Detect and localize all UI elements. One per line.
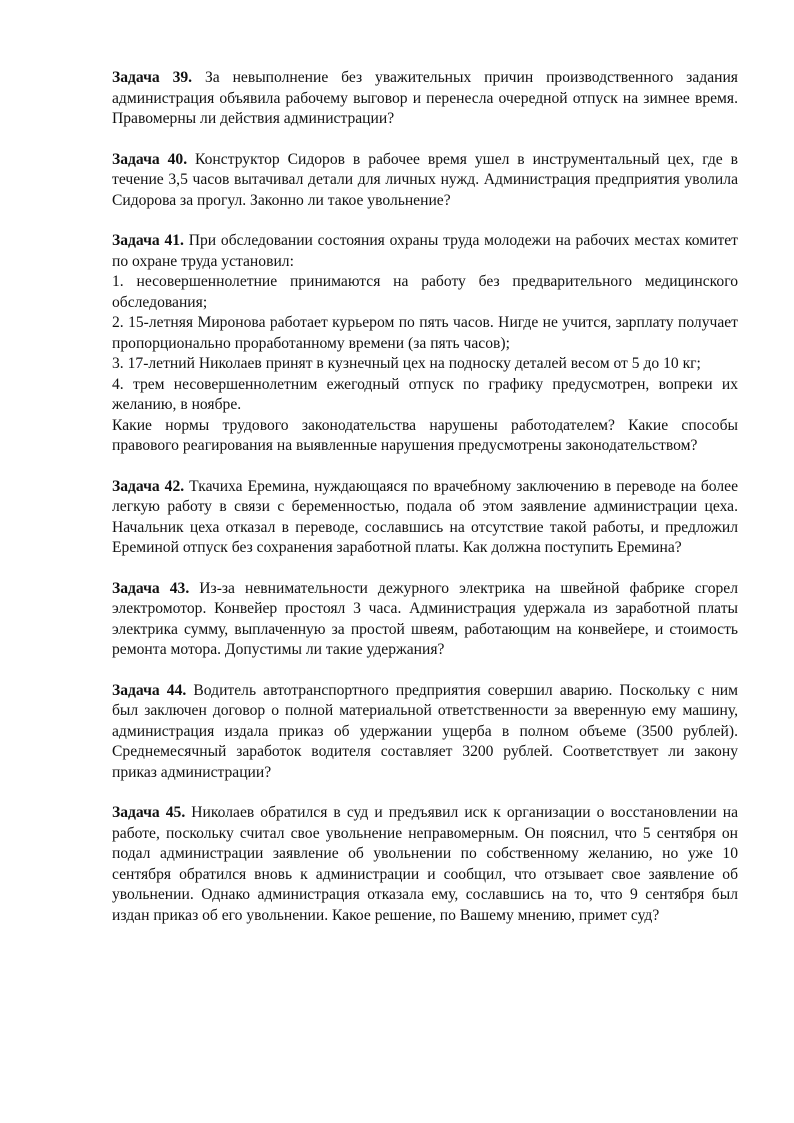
task-text: Водитель автотранспортного предприятия совершил аварию. Поскольку с ним был заключен договор о полной материальной ответственности за вверенную ему машину, администрация издала приказ об удержании ущерба в полном объеме (3500 рублей). Среднемесячный заработок водителя составляет 3200 рублей. Соответствует ли закону приказ администрации? — [112, 681, 738, 781]
task-text: Из-за невнимательности дежурного электрика на швейной фабрике сгорел электромотор. Конвейер простоял 3 часа. Администрация удержала из заработной платы электрика сумму, выплаченную за простой швеям, работающим на конвейере, и стоимость ремонта мотора. Допустимы ли такие удержания? — [112, 579, 738, 658]
list-item: 2. 15-летняя Миронова работает курьером по пять часов. Нигде не учится, зарплату получает пропорционально проработанному времени (за пять часов); — [112, 314, 738, 352]
task-paragraph — [112, 803, 738, 926]
task-text: Конструктор Сидоров в рабочее время ушел в инструментальный цех, где в течение 3,5 часов вытачивал детали для личных нужд. Администрация предприятия уволила Сидорова за прогул. Законно ли такое увольнение? — [112, 150, 738, 209]
task-label: Задача 41. — [112, 232, 184, 249]
task-question: Какие нормы трудового законодательства нарушены работодателем? Какие способы правового реагирования на выявленные нарушения предусмотрены законодательством? — [112, 416, 738, 454]
task-text: Николаев обратился в суд и предъявил иск к организации о восстановлении на работе, поскольку считал свое увольнение неправомерным. Он пояснил, что 5 сентября он подал администрации заявление об увольнении по собственному желанию, но уже 10 сентября обратился вновь к администрации и сообщил, что отзывает свое заявление об увольнении. Однако администрация отказала ему, сославшись на то, что 9 сентября был издан приказ об его увольнении. Какое решение, по Вашему мнению, примет суд? — [112, 804, 739, 924]
task-text: За невыполнение без уважительных причин производственного задания администрация объявила рабочему выговор и перенесла очередной отпуск на зимнее время. Правомерны ли действия администрации? — [112, 69, 738, 127]
list-item: 1. несовершеннолетние принимаются на работу без предварительного медицинского обследования; — [112, 273, 738, 311]
task-paragraph — [112, 68, 738, 130]
task-text: Ткачиха Еремина, нуждающаяся по врачебному заключению в переводе на более легкую работу в связи с беременностью, подала об этом заявление администрации цеха. Начальник цеха отказал в переводе, сославшись на отсутствие такой работы, и предложил Ереминой отпуск без сохранения заработной платы. Как должна поступить Еремина? — [112, 477, 738, 556]
task-paragraph — [112, 150, 738, 212]
task-text: При обследовании состояния охраны труда молодежи на рабочих местах комитет по охране труда установил: — [112, 232, 738, 270]
task-42 — [112, 477, 738, 559]
task-label: Задача 44. — [112, 681, 187, 699]
task-40 — [112, 150, 738, 212]
list-item: 4. трем несовершеннолетним ежегодный отпуск по графику предусмотрен, вопреки их желанию, в ноябре. — [112, 375, 738, 413]
task-label: Задача 39. — [112, 69, 193, 86]
list-item: 3. 17-летний Николаев принят в кузнечный цех на подноску деталей весом от 5 до 10 кг; — [112, 355, 701, 372]
task-label: Задача 43. — [112, 579, 190, 597]
task-45 — [112, 803, 738, 926]
task-label: Задача 45. — [112, 804, 186, 821]
task-paragraph — [112, 579, 738, 661]
task-43 — [112, 579, 738, 661]
task-paragraph — [112, 231, 738, 272]
task-paragraph — [112, 477, 738, 559]
task-label: Задача 40. — [112, 150, 188, 168]
task-41 — [112, 231, 738, 457]
task-label: Задача 42. — [112, 477, 185, 495]
task-paragraph — [112, 681, 738, 784]
document-page — [112, 68, 738, 946]
task-39 — [112, 68, 738, 130]
task-44 — [112, 681, 738, 784]
